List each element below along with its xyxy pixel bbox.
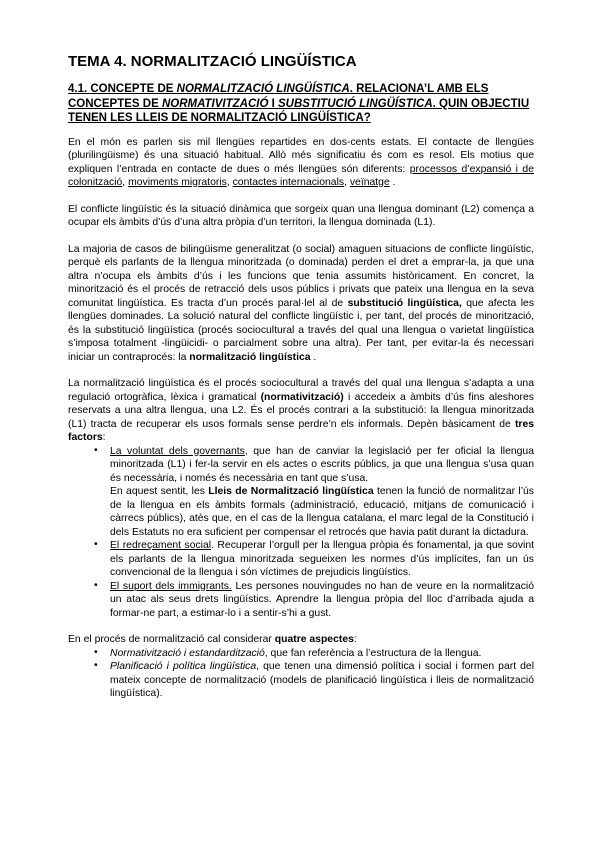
text-run: NORMATIVITZACIÓ <box>161 97 269 110</box>
text-run: substitució lingüística, <box>347 297 462 309</box>
text-run: . Recuperar l’orgull per la llengua pròpia és fonamental, ja que sovint els parlants de la llengua minoritzada segueixen les normes d’ús implícites, fan un ús convencional de la llengua i són víctimes de prejudicis lingüístics. <box>110 540 534 578</box>
text-run: , que han de canviar la legislació per fer oficial la llengua minoritzada (L1) i fer-la servir en els actes o escrits públics, ja que una llengua s’usa quan és necessària, i només és necessària en tant que s’usa. <box>110 445 534 484</box>
list-item-text <box>110 486 534 538</box>
bullet-icon: • <box>94 579 98 591</box>
text-run: Planificació i política lingüística <box>110 661 257 672</box>
text-run: 4.1. CONCEPTE DE <box>68 83 177 95</box>
list-item <box>68 445 534 486</box>
text-run: i accedeix a àmbits d’ús fins aleshores reservats a una altra llengua, una L2. És el procés contrari a la substitució: la llengua minoritzada (L1) tracta de recuperar els usos formals sense perdre’n els informals. Depèn bàsicament de <box>68 391 534 430</box>
list-item <box>68 580 534 621</box>
text-run: : <box>353 634 357 645</box>
text-run: veïnatge <box>349 177 390 188</box>
text-run: : <box>102 432 106 443</box>
text-run: SUBSTITUCIÓ LINGÜÍSTICA <box>278 97 433 110</box>
text-run: processos d’expansió i de colonització <box>68 163 534 188</box>
text-run: que afecta les llengües dominades. La solució natural del conflicte lingüístic i, per tant, del procés de minorització, és la substitució lingüística (procés sociocultural a través del qual una llengua o varietat lingüística s’imposa totalment -lingüicidi- o parcialment sobre una altra). Per tant, per evitar-la és necessari iniciar un contraprocés: la <box>68 297 535 363</box>
text-run: , <box>122 177 129 188</box>
paragraph <box>68 136 534 190</box>
list-item <box>68 647 534 661</box>
list-item-text <box>110 581 534 619</box>
list-item-text <box>110 540 534 578</box>
list-item <box>68 660 534 701</box>
section-heading <box>68 82 534 126</box>
text-run: La voluntat dels governants <box>110 445 245 457</box>
paragraph <box>68 203 534 230</box>
document-body <box>68 53 534 701</box>
text-run: , que tenen una dimensió política i social i formen part del mateix concepte de normalització (models de planificació lingüística i lleis de normalització lingüística). <box>110 661 534 699</box>
text-run: (normativització) <box>260 391 344 403</box>
text-run: Lleis de Normalització lingüística <box>208 486 374 497</box>
list-item-text <box>110 648 481 659</box>
paragraph <box>68 243 534 365</box>
text-run: El redreçament social <box>110 540 212 551</box>
text-run: En el procés de normalització cal considerar <box>68 634 275 645</box>
text-run: moviments migratoris <box>128 177 227 188</box>
text-run: tenen la funció de normalitzar l’ús de la llengua en els àmbits formals (administració, educació, mitjans de comunicació i càrrecs públics), atès que, en el cas de la llengua catalana, el marc legal de la Constitució i dels Estatuts no era suficient per compensar el retrocés que havia patit durant la dictadura. <box>110 486 534 538</box>
bullet-icon: • <box>94 660 98 671</box>
text-run: La majoria de casos de bilingüisme generalitzat (o social) amaguen situacions de conflicte lingüístic, perquè els parlants de la llengua minoritzada (o dominada) perden el dret a emprar-la, ja que una altra n’ocupa els àmbits d’ús i les funcions que tenia assumits històricament. En concret, la minorització és el procés de retracció dels usos públics i privats que pateix una llengua en la seva comunitat lingüística. Es tracta d’un procés paral·lel al de <box>68 243 534 309</box>
text-run: Normativització i estandardització <box>110 647 265 659</box>
text-run: NORMALITZACIÓ LINGÜÍSTICA <box>176 83 350 95</box>
bullet-icon: • <box>94 646 98 658</box>
text-run: En aquest sentit, les <box>110 486 209 497</box>
text-run: Les persones nouvingudes no han de veure en la normalització un atac als seus drets lingüístics. Aprendre la llengua pròpia del lloc d’arribada ajuda a formar-ne part, a estimar-lo i a sentir-s’hi a gust. <box>110 580 534 619</box>
text-run: TEMA 4. NORMALITZACIÓ LINGÜÍSTICA <box>68 53 357 70</box>
text-run: normalització lingüística <box>189 351 311 363</box>
list-item-continuation <box>68 485 534 539</box>
text-run: . <box>310 351 317 363</box>
text-run: , <box>344 177 350 188</box>
text-run: . RELACIONA’L AMB ELS CONCEPTES DE <box>68 83 489 110</box>
list-item <box>68 539 534 580</box>
text-run: , que fan referència a l’estructura de la llengua. <box>264 647 482 659</box>
text-run: tres factors <box>68 418 534 443</box>
text-run: I <box>268 97 279 110</box>
text-run: En el món es parlen sis mil llengües repartides en dos-cents estats. El contacte de llengües (plurilingüisme) és una situació habitual. Allò més significatiu és com es resol. Els motius que expliquen l’entrada en contacte de dues o més llengües són diferents: <box>68 136 534 175</box>
text-run: contactes internacionals <box>232 177 345 188</box>
list-item-text <box>110 446 534 484</box>
paragraph <box>68 633 534 647</box>
text-run: , <box>226 177 233 188</box>
text-run: El suport dels immigrants. <box>110 580 232 592</box>
text-run: La normalització lingüística és el procés sociocultural a través del qual una llengua s’adapta a una regulació ortogràfica, lèxica i gramatical <box>68 378 534 403</box>
bullet-icon: • <box>94 444 98 456</box>
document-title <box>68 53 534 71</box>
text-run: El conflicte lingüístic és la situació dinàmica que sorgeix quan una llengua dominant (L2) comença a ocupar els àmbits d’ús d’una altra pròpia d’un territori, la llengua dominada (L1). <box>68 203 534 228</box>
text-run: quatre aspectes <box>274 634 354 645</box>
paragraph <box>68 377 534 445</box>
text-run: . QUIN OBJECTIU TENEN LES LLEIS DE NORMALITZACIÓ LINGÜÍSTICA? <box>68 97 530 124</box>
text-run: . <box>389 177 396 188</box>
list-item-text <box>110 661 534 699</box>
bullet-icon: • <box>94 539 98 550</box>
